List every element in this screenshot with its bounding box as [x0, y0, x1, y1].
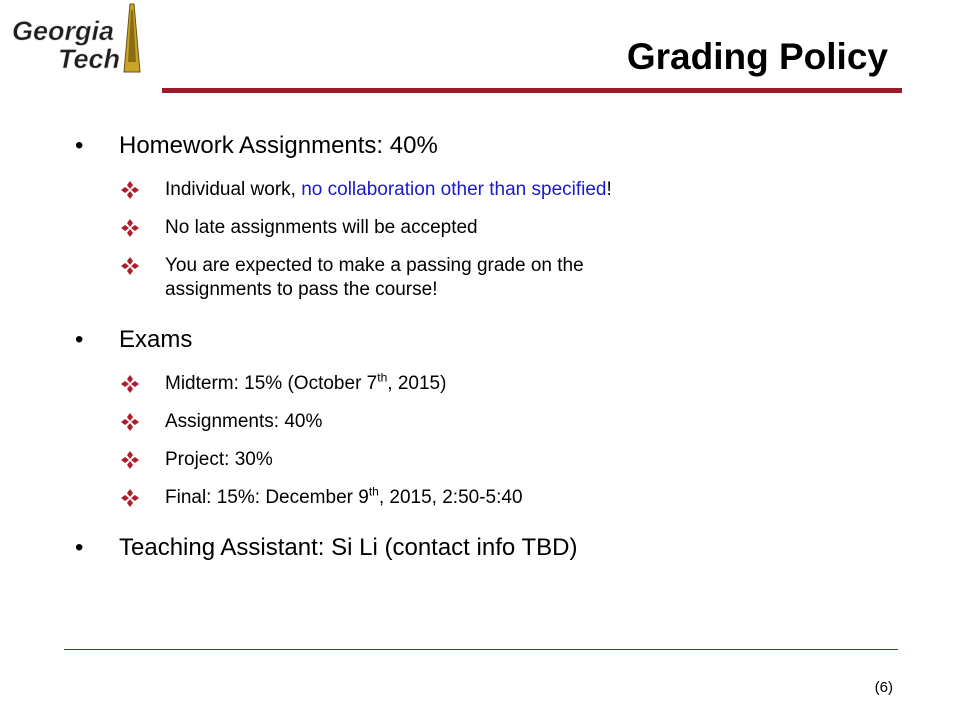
bullet-teaching-assistant: [75, 530, 915, 566]
bullet-text: Exams: [119, 326, 193, 353]
diamond-bullet-icon: [121, 413, 139, 431]
bullet-dot: •: [75, 132, 84, 159]
logo-line2: Tech: [58, 44, 121, 74]
sub-text-end: , 2015, 2:50-5:40: [378, 487, 523, 508]
sub-text-end: !: [606, 179, 612, 200]
diamond-bullet-icon: [121, 219, 139, 237]
sub-text: No late assignments will be accepted: [165, 217, 478, 238]
georgia-tech-logo: [10, 2, 142, 80]
footer-divider: [64, 649, 898, 650]
sub-text-line1: You are expected to make a passing grade on the: [165, 255, 584, 276]
title-divider: [162, 88, 902, 93]
sub-bullet: [75, 486, 915, 510]
bullet-dot: •: [75, 534, 84, 561]
diamond-bullet-icon: [121, 451, 139, 469]
page-number: (6): [874, 679, 893, 696]
sub-text: Project: 30%: [165, 449, 273, 470]
bullet-dot: •: [75, 326, 84, 353]
bullet-text: Homework Assignments: 40%: [119, 132, 438, 159]
sub-bullet: [75, 254, 915, 302]
logo-line1: Georgia: [12, 16, 115, 46]
superscript: th: [368, 484, 379, 499]
highlight-text: no collaboration other than specified: [301, 179, 607, 200]
sub-bullet: [75, 372, 915, 396]
sub-bullet: [75, 178, 915, 202]
sub-text: Midterm: 15% (October 7: [165, 373, 378, 394]
diamond-bullet-icon: [121, 257, 139, 275]
sub-text-line2: assignments to pass the course!: [165, 279, 438, 300]
bullet-text: Teaching Assistant: Si Li (contact info TBD): [119, 534, 578, 561]
slide-title: Grading Policy: [626, 36, 888, 77]
sub-bullet: [75, 410, 915, 434]
bullet-exams: [75, 322, 915, 358]
superscript: th: [377, 370, 388, 385]
diamond-bullet-icon: [121, 181, 139, 199]
diamond-bullet-icon: [121, 489, 139, 507]
bullet-homework: [75, 128, 915, 164]
sub-text-end: , 2015): [387, 373, 447, 394]
sub-text: Final: 15%: December 9: [165, 487, 369, 508]
diamond-bullet-icon: [121, 375, 139, 393]
sub-text: Assignments: 40%: [165, 411, 323, 432]
sub-bullet: [75, 448, 915, 472]
sub-bullet: [75, 216, 915, 240]
slide-content: [75, 128, 915, 566]
sub-text: Individual work,: [165, 179, 302, 200]
